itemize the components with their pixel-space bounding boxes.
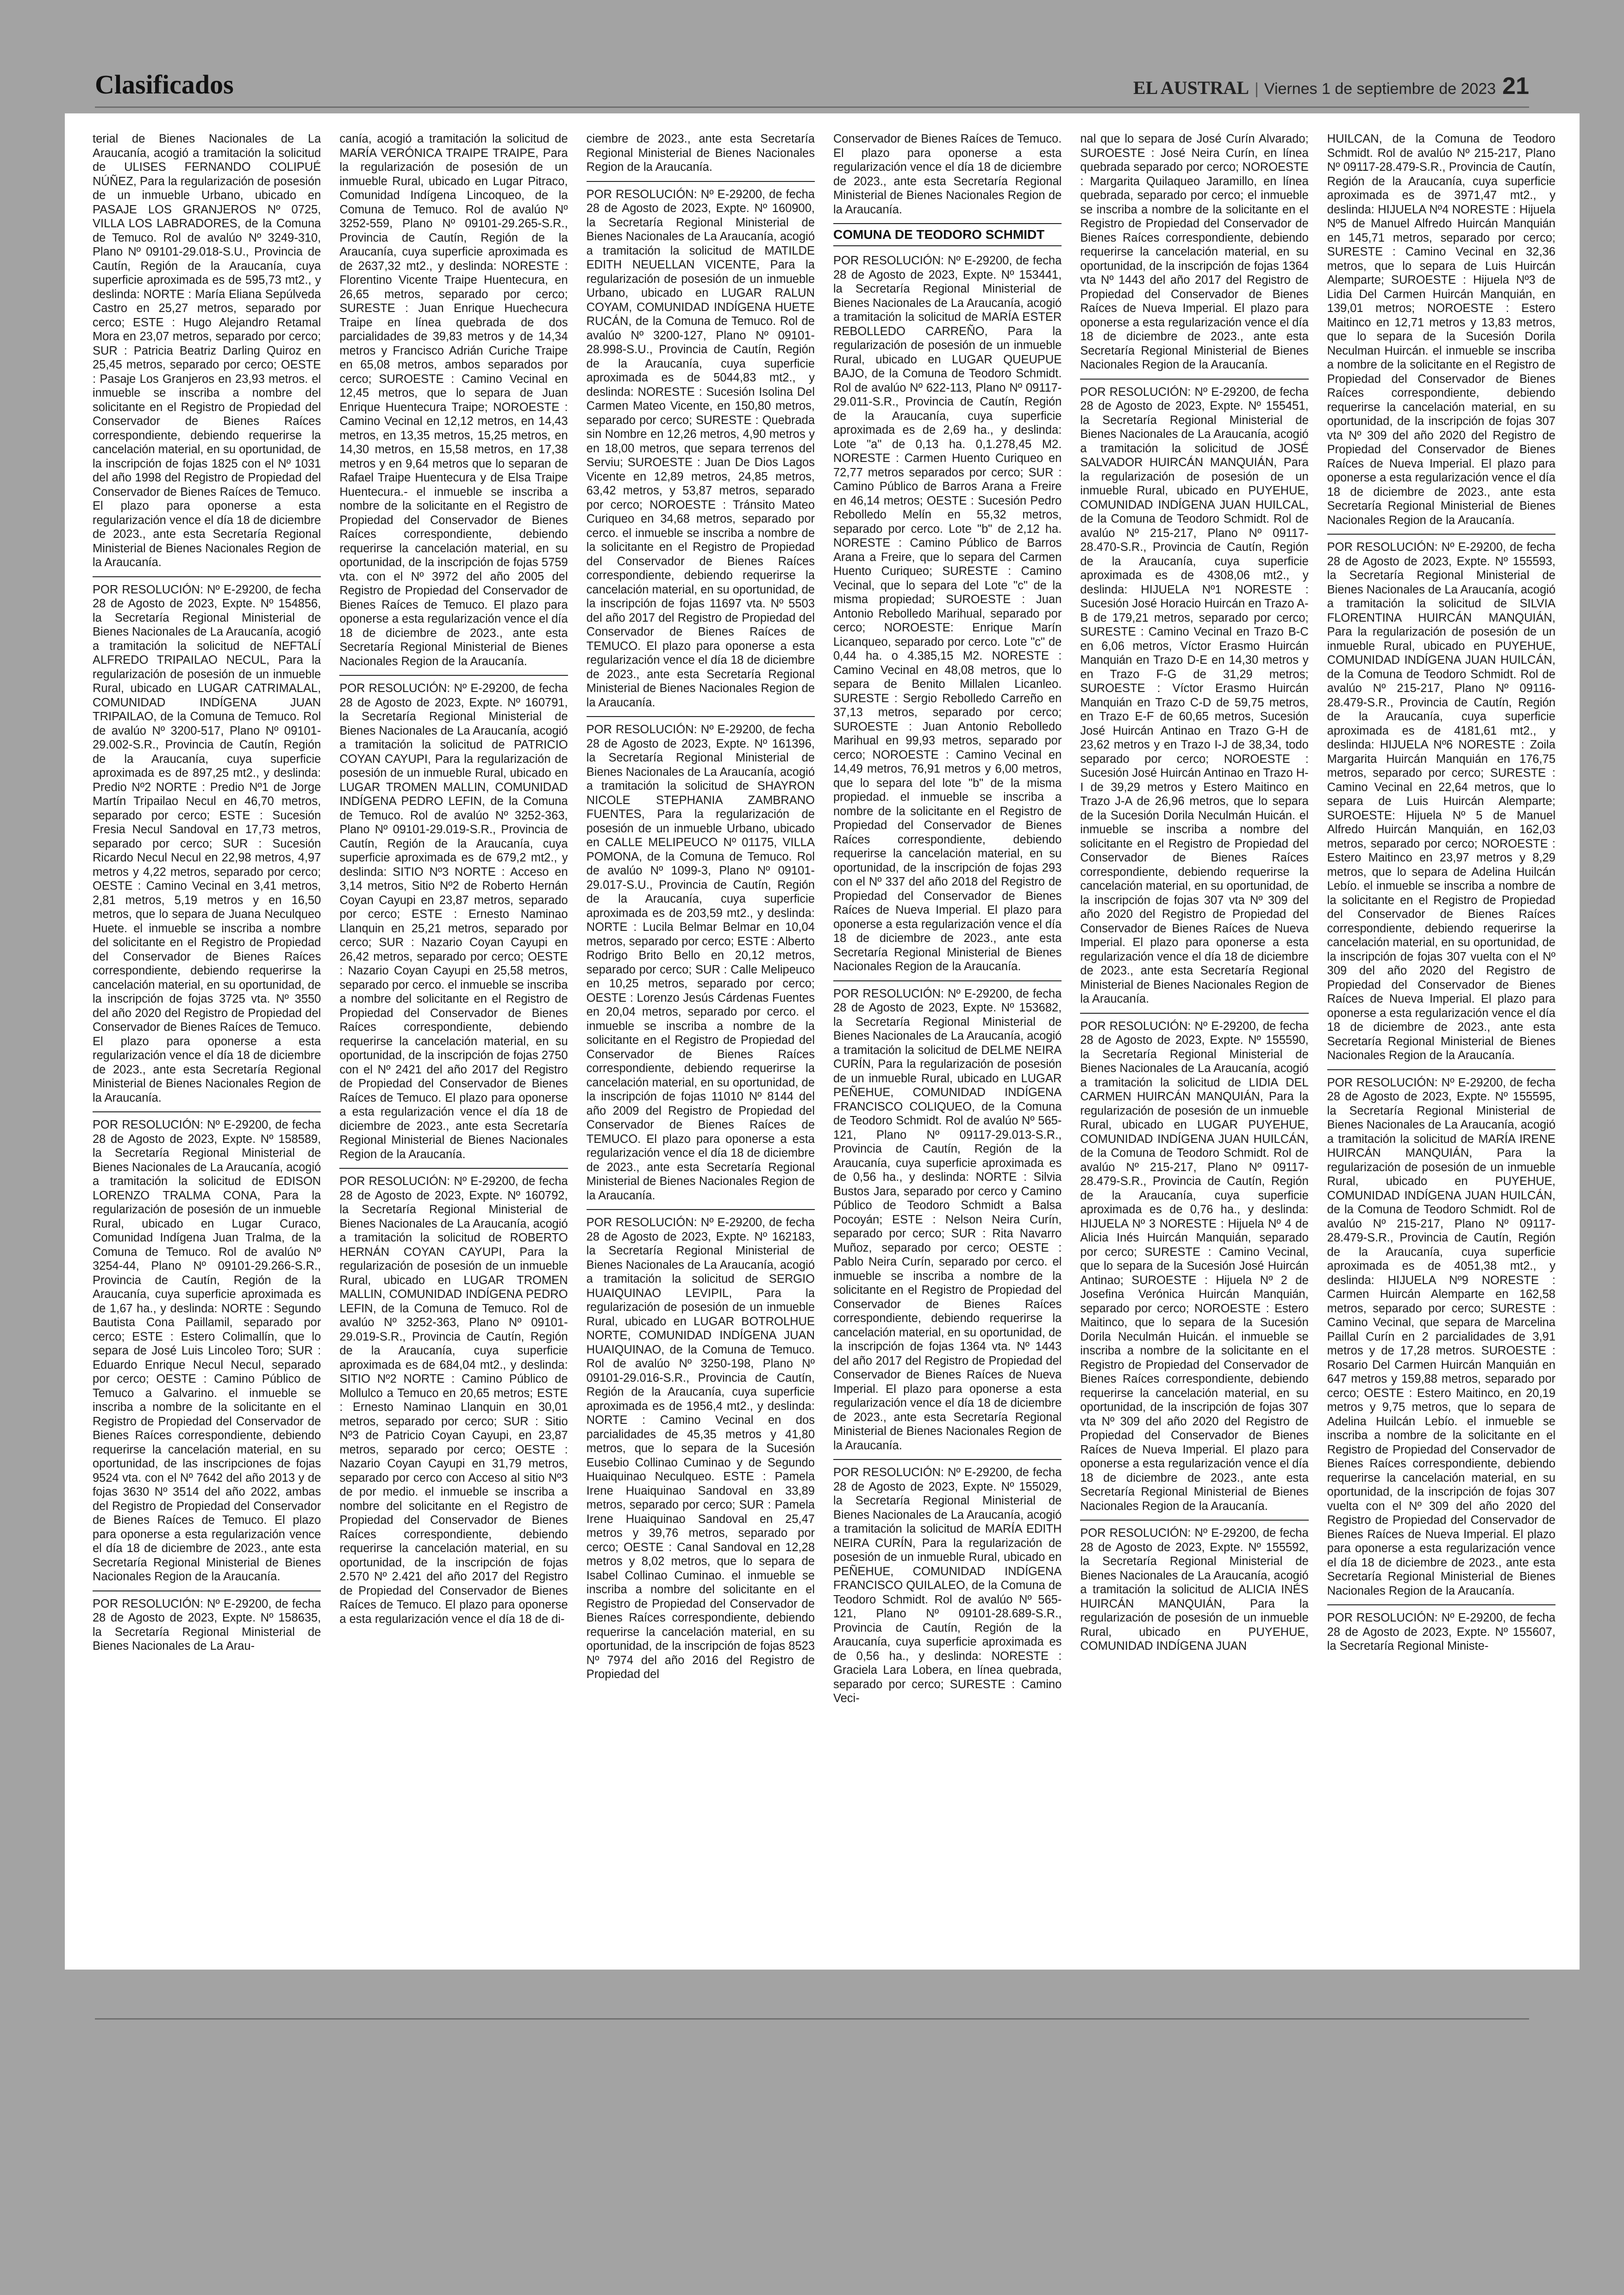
legal-notice: POR RESOLUCIÓN: Nº E-29200, de fecha 28 de Agosto de 2023, Expte. Nº 155595, la Secretaría Regional Ministerial de Bienes Nacionales de La Araucanía, acogió a tramitación la solicitud de MARÍA IRENE HUIRCÁN MANQUIÁN, Para la regularización de posesión de un inmueble Rural, ubicado en PUYEHUE, COMUNIDAD INDÍGENA JUAN HUILCÁN, de la Comuna de Teodoro Schmidt. Rol de avalúo Nº 215-217, Plano Nº 09117-28.479-S.R., Provincia de Cautín, Región de la Araucanía, cuya superficie aproximada es de 4051,38 mt2., y deslinda: HIJUELA Nº9 NORESTE : Carmen Huircán Alemparte en 162,58 metros, separado por cerco; SURESTE : Camino Vecinal, que separa de Marcelina Paillal Curín en 2 parcialidades de 3,91 metros y de 17,28 metros. SUROESTE : Rosario Del Carmen Huircán Manquián en 647 metros y 159,88 metros, separado por cerco; OESTE : Estero Maitinco, en 20,19 metros y 9,75 metros, que lo separa de Adelina Huilcán Lebío. el inmueble se inscriba a nombre de la solicitante en el Registro de Propiedad del Conservador de Bienes Raíces correspondiente, debiendo requerirse la cancelación material, en su oportunidad, de la inscripción de fojas 307 vuelta con el Nº 309 del año 2020 del Registro de Propiedad del Conservador de Bienes Raíces de Nueva Imperial. El plazo para oponerse a esta regularización vence el día 18 de diciembre de 2023., ante esta Secretaría Regional Ministerial de Bienes Nacionales Region de la Araucanía. bbox=[1327, 1069, 1555, 1598]
page-header bbox=[95, 60, 1529, 108]
legal-notice: POR RESOLUCIÓN: Nº E-29200, de fecha 28 de Agosto de 2023, Expte. Nº 155451, la Secretaría Regional Ministerial de Bienes Nacionales de La Araucanía, acogió a tramitación la solicitud de JOSÉ SALVADOR HUIRCÁN MANQUIÁN, Para la regularización de posesión de un inmueble Rural, ubicado en PUYEHUE, COMUNIDAD INDÍGENA JUAN HUILCAL, de la Comuna de Teodoro Schmidt. Rol de avalúo Nº 215-217, Plano Nº 09117-28.470-S.R., Provincia de Cautín, Región de la Araucanía, cuya superficie aproximada es de 4308,06 mt2., y deslinda: HIJUELA Nº1 NORESTE : Sucesión José Horacio Huircán en Trazo A-B de 179,21 metros, separado por cerco; SURESTE : Camino Vecinal en Trazo B-C en 6,06 metros, Víctor Erasmo Huircán Manquián en Trazo D-E en 14,30 metros y en Trazo F-G de 31,29 metros; SUROESTE : Víctor Erasmo Huircán Manquián en Trazo C-D de 59,75 metros, en Trazo E-F de 60,65 metros, Sucesión José Huircán Antinao en Trazo G-H de 23,62 metros y en Trazo I-J de 38,34, todo separado por cerco; NOROESTE : Sucesión José Huircán Antinao en Trazo H-I de 39,29 metros y Estero Maitinco en Trazo J-A de 26,96 metros, que lo separa de la Sucesión Dorila Neculmán Huicán. el inmueble se inscriba a nombre del solicitante en el Registro de Propiedad del Conservador de Bienes Raíces correspondiente, debiendo requerirse la cancelación material, en su oportunidad, de la inscripción de fojas 307 vta Nº 309 del año 2020 del Registro de Propiedad del Conservador de Bienes Raíces de Nueva Imperial. El plazo para oponerse a esta regularización vence el día 18 de diciembre de 2023., ante esta Secretaría Regional Ministerial de Bienes Nacionales Region de la Araucanía. bbox=[1080, 379, 1308, 1006]
legal-notice: POR RESOLUCIÓN: Nº E-29200, de fecha 28 de Agosto de 2023, Expte. Nº 153441, la Secretaría Regional Ministerial de Bienes Nacionales de La Araucanía, acogió a tramitación la solicitud de MARÍA ESTER REBOLLEDO CARREÑO, Para la regularización de posesión de un inmueble Rural, ubicado en LUGAR QUEUPUE BAJO, de la Comuna de Teodoro Schmidt. Rol de avalúo Nº 622-113, Plano Nº 09117-29.011-S.R., Provincia de Cautín, Región de la Araucanía, cuya superficie aproximada es de 2,69 ha., y deslinda: Lote "a" de 0,13 ha. 0,1.278,45 M2. NORESTE : Carmen Huento Curiqueo en 72,77 metros separados por cerco; SUR : Camino Público de Barros Arana a Freire en 46,14 metros; OESTE : Sucesión Pedro Rebolledo Melín en 55,32 metros, separado por cerco. Lote "b" de 2,12 ha. NORESTE : Camino Público de Barros Arana a Freire, que lo separa del Carmen Huento Curiqueo; SURESTE : Camino Vecinal, que lo separa del Lote "c" de la misma propiedad; SUROESTE : Juan Antonio Rebolledo Marihual, separado por cerco; NOROESTE: Enrique Marín Licanqueo, separado por cerco. Lote "c" de 0,44 ha. o 4.385,15 M2. NORESTE : Camino Vecinal en 48,08 metros, que lo separa de Benito Millalen Licanleo. SURESTE : Sergio Rebolledo Carreño en 37,13 metros, separado por cerco; SUROESTE : Juan Antonio Rebolledo Marihual en 99,93 metros, separado por cerco; NOROESTE : Camino Vecinal en 14,49 metros, 76,91 metros y 6,00 metros, que lo separa del lote "b" de la misma propiedad. el inmueble se inscriba a nombre de la solicitante en el Registro de Propiedad del Conservador de Bienes Raíces correspondiente, debiendo requerirse la cancelación material, en su oportunidad, de la inscripción de fojas 293 con el Nº 337 del año 2018 del Registro de Propiedad del Conservador de Bienes Raíces de Nueva Imperial. El plazo para oponerse a esta regularización vence el día 18 de diciembre de 2023., ante esta Secretaría Regional Ministerial de Bienes Nacionales Region de la Araucanía. bbox=[833, 254, 1062, 973]
section-title: Clasificados bbox=[95, 69, 234, 100]
column-5 bbox=[1080, 132, 1308, 1946]
legal-notice: Conservador de Bienes Raíces de Temuco. El plazo para oponerse a esta regularización vence el día 18 de diciembre de 2023., ante esta Secretaría Regional Ministerial de Bienes Nacionales Region de la Araucanía. bbox=[833, 132, 1062, 216]
column-4 bbox=[833, 132, 1062, 1946]
columns-container bbox=[93, 132, 1555, 1946]
legal-notice: POR RESOLUCIÓN: Nº E-29200, de fecha 28 de Agosto de 2023, Expte. Nº 161396, la Secretaría Regional Ministerial de Bienes Nacionales de La Araucanía, acogió a tramitación la solicitud de SHAYRON NICOLE STEPHANIA ZAMBRANO FUENTES, Para la regularización de posesión de un inmueble Urbano, ubicado en CALLE MELIPEUCO Nº 01175, VILLA POMONA, de la Comuna de Temuco. Rol de avalúo Nº 1099-3, Plano Nº 09101-29.017-S.U., Provincia de Cautín, Región de la Araucanía, cuya superficie aproximada es de 203,59 mt2., y deslinda: NORTE : Lucila Belmar Belmar en 10,04 metros, separado por cerco; ESTE : Alberto Rodrigo Brito Bello en 20,12 metros, separado por cerco; SUR : Calle Melipeuco en 10,25 metros, separado por cerco; OESTE : Lorenzo Jesús Cárdenas Fuentes en 20,04 metros, separado por cerco. el inmueble se inscriba a nombre de la solicitante en el Registro de Propiedad del Conservador de Bienes Raíces correspondiente, debiendo requerirse la cancelación material, en su oportunidad, de la inscripción de fojas 11010 Nº 8144 del año 2009 del Registro de Propiedad del Conservador de Bienes Raíces de TEMUCO. El plazo para oponerse a esta regularización vence el día 18 de diciembre de 2023., ante esta Secretaría Regional Ministerial de Bienes Nacionales Region de la Araucanía. bbox=[587, 716, 815, 1203]
legal-notice: POR RESOLUCIÓN: Nº E-29200, de fecha 28 de Agosto de 2023, Expte. Nº 155590, la Secretaría Regional Ministerial de Bienes Nacionales de La Araucanía, acogió a tramitación la solicitud de LIDIA DEL CARMEN HUIRCÁN MANQUIÁN, Para la regularización de posesión de un inmueble Rural, ubicado en LUGAR PUYEHUE, COMUNIDAD INDÍGENA JUAN HUILCÁN, de la Comuna de Teodoro Schmidt. Rol de avalúo Nº 215-217, Plano Nº 09117-28.479-S.R., Provincia de Cautín, Región de la Araucanía, cuya superficie aproximada es de 0,76 ha., y deslinda: HIJUELA Nº 3 NORESTE : Hijuela Nº 4 de Alicia Inés Huircán Manquián, separado por cerco; SURESTE : Camino Vecinal, que lo separa de la Sucesión José Huircán Antinao; SUROESTE : Hijuela Nº 2 de Josefina Verónica Huircán Manquián, separado por cerco; NOROESTE : Estero Maitinco, que lo separa de la Sucesión Dorila Neculmán Huicán. el inmueble se inscriba a nombre de la solicitante en el Registro de Propiedad del Conservador de Bienes Raíces correspondiente, debiendo requerirse la cancelación material, en su oportunidad, de la inscripción de fojas 307 vta Nº 309 del año 2020 del Registro de Propiedad del Conservador de Bienes Raíces de Nueva Imperial. El plazo para oponerse a esta regularización vence el día 18 de diciembre de 2023., ante esta Secretaría Regional Ministerial de Bienes Nacionales Region de la Araucanía. bbox=[1080, 1013, 1308, 1514]
legal-notice: POR RESOLUCIÓN: Nº E-29200, de fecha 28 de Agosto de 2023, Expte. Nº 160791, la Secretaría Regional Ministerial de Bienes Nacionales de La Araucanía, acogió a tramitación la solicitud de PATRICIO COYAN CAYUPI, Para la regularización de posesión de un inmueble Rural, ubicado en LUGAR TROMEN MALLIN, COMUNIDAD INDÍGENA PEDRO LEFIN, de la Comuna de Temuco. Rol de avalúo Nº 3252-363, Plano Nº 09101-29.019-S.R., Provincia de Cautín, Región de la Araucanía, cuya superficie aproximada es de 679,2 mt2., y deslinda: SITIO Nº3 NORTE : Acceso en 3,14 metros, Sitio Nº2 de Roberto Hernán Coyan Cayupi en 23,87 metros, separado por cerco; ESTE : Ernesto Naminao Llanquin en 25,21 metros, separado por cerco; SUR : Nazario Coyan Cayupi en 26,42 metros, separado por cerco; OESTE : Nazario Coyan Cayupi en 25,58 metros, separado por cerco. el inmueble se inscriba a nombre del solicitante en el Registro de Propiedad del Conservador de Bienes Raíces correspondiente, debiendo requerirse la cancelación material, en su oportunidad, de la inscripción de fojas 2750 con el Nº 2421 del año 2017 del Registro de Propiedad del Conservador de Bienes Raíces de Temuco. El plazo para oponerse a esta regularización vence el día 18 de diciembre de 2023., ante esta Secretaría Regional Ministerial de Bienes Nacionales Region de la Araucanía. bbox=[339, 675, 568, 1161]
legal-notice: POR RESOLUCIÓN: Nº E-29200, de fecha 28 de Agosto de 2023, Expte. Nº 155029, la Secretaría Regional Ministerial de Bienes Nacionales de La Araucanía, acogió a tramitación la solicitud de MARÍA EDITH NEIRA CURÍN, Para la regularización de posesión de un inmueble Rural, ubicado en PEÑEHUE, COMUNIDAD INDÍGENA FRANCISCO QUILALEO, de la Comuna de Teodoro Schmidt. Rol de avalúo Nº 565-121, Plano Nº 09101-28.689-S.R., Provincia de Cautín, Región de la Araucanía, cuya superficie aproximada es de 0,56 ha., y deslinda: NORESTE : Graciela Lara Lobera, en línea quebrada, separado por cerco; SURESTE : Camino Veci- bbox=[833, 1459, 1062, 1706]
legal-notice: POR RESOLUCIÓN: Nº E-29200, de fecha 28 de Agosto de 2023, Expte. Nº 155592, la Secretaría Regional Ministerial de Bienes Nacionales de La Araucanía, acogió a tramitación la solicitud de ALICIA INÉS HUIRCÁN MANQUIÁN, Para la regularización de posesión de un inmueble Rural, ubicado en PUYEHUE, COMUNIDAD INDÍGENA JUAN bbox=[1080, 1520, 1308, 1653]
column-3 bbox=[587, 132, 815, 1946]
legal-notice: POR RESOLUCIÓN: Nº E-29200, de fecha 28 de Agosto de 2023, Expte. Nº 155593, la Secretaría Regional Ministerial de Bienes Nacionales de La Araucanía, acogió a tramitación la solicitud de SILVIA FLORENTINA HUIRCÁN MANQUIÁN, Para la regularización de posesión de un inmueble Rural, ubicado en PUYEHUE, COMUNIDAD INDÍGENA JUAN HUILCÁN, de la Comuna de Teodoro Schmidt. Rol de avalúo Nº 215-217, Plano Nº 09116-28.479-S.R., Provincia de Cautín, Región de la Araucanía, cuya superficie aproximada es de 4181,61 mt2., y deslinda: HIJUELA Nº6 NORESTE : Zoila Margarita Huircán Manquián en 176,75 metros, separado por cerco; SURESTE : Camino Vecinal en 22,64 metros, que lo separa de Luis Huircán Alemparte; SUROESTE: Hijuela Nº 5 de Manuel Alfredo Huircán Manquián, en 162,03 metros, separado por cerco; NOROESTE : Estero Maitinco en 23,97 metros y 8,29 metros, que lo separa de Adelina Huilcán Lebío. el inmueble se inscriba a nombre de la solicitante en el Registro de Propiedad del Conservador de Bienes Raíces correspondiente, debiendo requerirse la cancelación material, en su oportunidad, de la inscripción de fojas 307 vuelta con el Nº 309 del año 2020 del Registro de Propiedad del Conservador de Bienes Raíces de Nueva Imperial. El plazo para oponerse a esta regularización vence el día 18 de diciembre de 2023., ante esta Secretaría Regional Ministerial de Bienes Nacionales Region de la Araucanía. bbox=[1327, 534, 1555, 1063]
legal-notice: HUILCAN, de la Comuna de Teodoro Schmidt. Rol de avalúo Nº 215-217, Plano Nº 09117-28.479-S.R., Provincia de Cautín, Región de la Araucanía, cuya superficie aproximada es de 3971,47 mt2., y deslinda: HIJUELA Nº4 NORESTE : Hijuela Nº5 de Manuel Alfredo Huircán Manquián en 145,71 metros, separado por cerco; SURESTE : Camino Vecinal en 32,36 metros, que lo separa de Luis Huircán Alemparte; SUROESTE : Hijuela Nº3 de Lidia Del Carmen Huircán Manquián, en 139,01 metros; NOROESTE : Estero Maitinco en 12,71 metros y 13,83 metros, que lo separa de la Sucesión Dorila Neculman Huircán. el inmueble se inscriba a nombre de la solicitante en el Registro de Propiedad del Conservador de Bienes Raíces correspondiente, debiendo requerirse la cancelación material, en su oportunidad, de la inscripción de fojas 307 vta Nº 309 del año 2020 del Registro de Propiedad del Conservador de Bienes Raíces de Nueva Imperial. El plazo para oponerse a esta regularización vence el día 18 de diciembre de 2023., ante esta Secretaría Regional Ministerial de Bienes Nacionales Region de la Araucanía. bbox=[1327, 132, 1555, 527]
column-1 bbox=[93, 132, 321, 1946]
legal-notice: POR RESOLUCIÓN: Nº E-29200, de fecha 28 de Agosto de 2023, Expte. Nº 160792, la Secretaría Regional Ministerial de Bienes Nacionales de La Araucanía, acogió a tramitación la solicitud de ROBERTO HERNÁN COYAN CAYUPI, Para la regularización de posesión de un inmueble Rural, ubicado en LUGAR TROMEN MALLIN, COMUNIDAD INDÍGENA PEDRO LEFIN, de la Comuna de Temuco. Rol de avalúo Nº 3252-363, Plano Nº 09101-29.019-S.R., Provincia de Cautín, Región de la Araucanía, cuya superficie aproximada es de 684,04 mt2., y deslinda: SITIO Nº2 NORTE : Camino Público de Mollulco a Temuco en 20,65 metros; ESTE : Ernesto Naminao Llanquin en 30,01 metros, separado por cerco; SUR : Sitio Nº3 de Patricio Coyan Cayupi, en 23,87 metros, separado por cerco; OESTE : Nazario Coyan Cayupi en 31,79 metros, separado por cerco con Acceso al sitio Nº3 de por medio. el inmueble se inscriba a nombre del solicitante en el Registro de Propiedad del Conservador de Bienes Raíces correspondiente, debiendo requerirse la cancelación material, en su oportunidad, de la inscripción de fojas 2.570 Nº 2.421 del año 2017 del Registro de Propiedad del Conservador de Bienes Raíces de Temuco. El plazo para oponerse a esta regularización vence el día 18 de di- bbox=[339, 1168, 568, 1626]
classifieds-page bbox=[65, 113, 1580, 1970]
legal-notice: POR RESOLUCIÓN: Nº E-29200, de fecha 28 de Agosto de 2023, Expte. Nº 158589, la Secretaría Regional Ministerial de Bienes Nacionales de La Araucanía, acogió a tramitación la solicitud de EDISON LORENZO TRALMA CONA, Para la regularización de posesión de un inmueble Rural, ubicado en Lugar Curaco, Comunidad Indígena Juan Tralma, de la Comuna de Temuco. Rol de avalúo Nº 3254-44, Plano Nº 09101-29.266-S.R., Provincia de Cautín, Región de la Araucanía, cuya superficie aproximada es de 1,67 ha., y deslinda: NORTE : Segundo Bautista Cona Paillamil, separado por cerco; ESTE : Estero Colimallín, que lo separa de José Luis Lincoleo Toro; SUR : Eduardo Enrique Necul Necul, separado por cerco; OESTE : Camino Público de Temuco a Galvarino. el inmueble se inscriba a nombre de la solicitante en el Registro de Propiedad del Conservador de Bienes Raíces correspondiente, debiendo requerirse la cancelación material, en su oportunidad, de las inscripciones de fojas 9524 vta. con el Nº 7642 del año 2013 y de fojas 3630 Nº 3514 del año 2022, ambas del Registro de Propiedad del Conservador de Bienes Raíces de Temuco. El plazo para oponerse a esta regularización vence el día 18 de diciembre de 2023., ante esta Secretaría Regional Ministerial de Bienes Nacionales Region de la Araucanía. bbox=[93, 1111, 321, 1584]
legal-notice: nal que lo separa de José Curín Alvarado; SUROESTE : José Neira Curín, en línea quebrada separado por cerco; NOROESTE : Margarita Quilaqueo Jaramillo, en línea quebrada, separado por cerco; el inmueble se inscriba a nombre de la solicitante en el Registro de Propiedad del Conservador de Bienes Raíces correspondiente, debiendo requerirse la cancelación material, en su oportunidad, de la inscripción de fojas 1364 vta Nº 1443 del año 2017 del Registro de Propiedad del Conservador de Bienes Raíces de Nueva Imperial. El plazo para oponerse a esta regularización vence el día 18 de diciembre de 2023., ante esta Secretaría Regional Ministerial de Bienes Nacionales Region de la Araucanía. bbox=[1080, 132, 1309, 371]
page-number: 21 bbox=[1502, 73, 1529, 100]
footer-rule bbox=[95, 2018, 1529, 2020]
legal-notice: POR RESOLUCIÓN: Nº E-29200, de fecha 28 de Agosto de 2023, Expte. Nº 160900, la Secretaría Regional Ministerial de Bienes Nacionales de La Araucanía, acogió a tramitación la solicitud de MATILDE EDITH NEUELLAN VICENTE, Para la regularización de posesión de un inmueble Urbano, ubicado en LUGAR RALUN COYAM, COMUNIDAD INDÍGENA HUETE RUCÁN, de la Comuna de Temuco. Rol de avalúo Nº 3200-127, Plano Nº 09101-28.998-S.U., Provincia de Cautín, Región de la Araucanía, cuya superficie aproximada es de 5044,83 mt2., y deslinda: NORESTE : Sucesión Isolina Del Carmen Mateo Vicente, en 150,80 metros, separado por cerco; SURESTE : Quebrada sin Nombre en 12,26 metros, 4,90 metros y en 18,00 metros, que separa terrenos del Serviu; SUROESTE : Juan De Dios Lagos Vicente en 12,89 metros, 24,85 metros, 63,42 metros, y 53,87 metros, separado por cerco; NOROESTE : Tránsito Mateo Curiqueo en 34,68 metros, separado por cerco. el inmueble se inscriba a nombre de la solicitante en el Registro de Propiedad del Conservador de Bienes Raíces correspondiente, debiendo requerirse la cancelación material, en su oportunidad, de la inscripción de fojas 11697 vta. Nº 5503 del año 2017 del Registro de Propiedad del Conservador de Bienes Raíces de TEMUCO. El plazo para oponerse a esta regularización vence el día 18 de diciembre de 2023., ante esta Secretaría Regional Ministerial de Bienes Nacionales Region de la Araucanía. bbox=[587, 181, 815, 710]
legal-notice: POR RESOLUCIÓN: Nº E-29200, de fecha 28 de Agosto de 2023, Expte. Nº 154856, la Secretaría Regional Ministerial de Bienes Nacionales de La Araucanía, acogió a tramitación la solicitud de NEFTALÍ ALFREDO TRIPAILAO NECUL, Para la regularización de posesión de un inmueble Rural, ubicado en LUGAR CATRIMALAL, COMUNIDAD INDÍGENA JUAN TRIPAILAO, de la Comuna de Temuco. Rol de avalúo Nº 3200-517, Plano Nº 09101-29.002-S.R., Provincia de Cautín, Región de la Araucanía, cuya superficie aproximada es de 897,25 mt2., y deslinda: Predio Nº2 NORTE : Predio Nº1 de Jorge Martín Tripailao Necul en 46,70 metros, separado por cerco; ESTE : Sucesión Fresia Necul Sandoval en 17,73 metros, separado por cerco; SUR : Sucesión Ricardo Necul Necul en 22,98 metros, 4,97 metros y 4,22 metros, separado por cerco; OESTE : Camino Vecinal en 3,41 metros, 2,81 metros, 5,19 metros y en 16,50 metros, que lo separa de Juana Neculqueo Huete. el inmueble se inscriba a nombre del solicitante en el Registro de Propiedad del Conservador de Bienes Raíces correspondiente, debiendo requerirse la cancelación material, en su oportunidad, de la inscripción de fojas 3725 vta. Nº 3550 del año 2020 del Registro de Propiedad del Conservador de Bienes Raíces de Temuco. El plazo para oponerse a esta regularización vence el día 18 de diciembre de 2023., ante esta Secretaría Regional Ministerial de Bienes Nacionales Region de la Araucanía. bbox=[93, 576, 321, 1105]
publication-info bbox=[1133, 72, 1529, 100]
header-separator: | bbox=[1255, 80, 1259, 98]
column-2 bbox=[339, 132, 568, 1946]
legal-notice: ciembre de 2023., ante esta Secretaría Regional Ministerial de Bienes Nacionales Region de la Araucanía. bbox=[586, 132, 815, 174]
legal-notice: POR RESOLUCIÓN: Nº E-29200, de fecha 28 de Agosto de 2023, Expte. Nº 158635, la Secretaría Regional Ministerial de Bienes Nacionales de La Arau- bbox=[93, 1590, 321, 1653]
publication-date: Viernes 1 de septiembre de 2023 bbox=[1264, 80, 1496, 98]
legal-notice: POR RESOLUCIÓN: Nº E-29200, de fecha 28 de Agosto de 2023, Expte. Nº 155607, la Secretaría Regional Ministe- bbox=[1327, 1604, 1555, 1653]
newspaper-name: EL AUSTRAL bbox=[1133, 77, 1249, 98]
column-6 bbox=[1327, 132, 1555, 1946]
legal-notice: POR RESOLUCIÓN: Nº E-29200, de fecha 28 de Agosto de 2023, Expte. Nº 162183, la Secretaría Regional Ministerial de Bienes Nacionales de La Araucanía, acogió a tramitación la solicitud de SERGIO HUAIQUINAO LEVIPIL, Para la regularización de posesión de un inmueble Rural, ubicado en LUGAR BOTROLHUE NORTE, COMUNIDAD INDÍGENA JUAN HUAIQUINAO, de la Comuna de Temuco. Rol de avalúo Nº 3250-198, Plano Nº 09101-29.016-S.R., Provincia de Cautín, Región de la Araucanía, cuya superficie aproximada es de 1956,4 mt2., y deslinda: NORTE : Camino Vecinal en dos parcialidades de 45,35 metros y 41,80 metros, que lo separa de la Sucesión Eusebio Collinao Cuminao y de Segundo Huaiquinao Neculqueo. ESTE : Pamela Irene Huaiquinao Sandoval en 33,89 metros, separado por cerco; SUR : Pamela Irene Huaiquinao Sandoval en 25,47 metros y 39,76 metros, separado por cerco; OESTE : Canal Sandoval en 12,28 metros y 8,02 metros, que lo separa de Isabel Collinao Cuminao. el inmueble se inscriba a nombre del solicitante en el Registro de Propiedad del Conservador de Bienes Raíces correspondiente, debiendo requerirse la cancelación material, en su oportunidad, de la inscripción de fojas 8523 Nº 7974 del año 2016 del Registro de Propiedad del bbox=[587, 1209, 815, 1682]
legal-notice: POR RESOLUCIÓN: Nº E-29200, de fecha 28 de Agosto de 2023, Expte. Nº 153682, la Secretaría Regional Ministerial de Bienes Nacionales de La Araucanía, acogió a tramitación la solicitud de DELME NEIRA CURÍN, Para la regularización de posesión de un inmueble Rural, ubicado en LUGAR PEÑEHUE, COMUNIDAD INDÍGENA FRANCISCO COLIQUEO, de la Comuna de Teodoro Schmidt. Rol de avalúo Nº 565-121, Plano Nº 09117-29.013-S.R., Provincia de Cautín, Región de la Araucanía, cuya superficie aproximada es de 0,56 ha., y deslinda: NORTE : Silvia Bustos Jara, separado por cerco y Camino Público de Teodoro Schmidt a Balsa Pocoyán; ESTE : Nelson Neira Curín, separado por cerco; SUR : Rita Navarro Muñoz, separado por cerco; OESTE : Pablo Neira Curín, separado por cerco. el inmueble se inscriba a nombre de la solicitante en el Registro de Propiedad del Conservador de Bienes Raíces correspondiente, debiendo requerirse la cancelación material, en su oportunidad, de la inscripción de fojas 1364 vta. Nº 1443 del año 2017 del Registro de Propiedad del Conservador de Bienes Raíces de Nueva Imperial. El plazo para oponerse a esta regularización vence el día 18 de diciembre de 2023., ante esta Secretaría Regional Ministerial de Bienes Nacionales Region de la Araucanía. bbox=[833, 980, 1062, 1453]
legal-notice: canía, acogió a tramitación la solicitud de MARÍA VERÓNICA TRAIPE TRAIPE, Para la regularización de posesión de un inmueble Rural, ubicado en Lugar Pitraco, Comunidad Indígena Lincoqueo, de la Comuna de Temuco. Rol de avalúo Nº 3252-559, Plano Nº 09101-29.265-S.R., Provincia de Cautín, Región de la Araucanía, cuya superficie aproximada es de 2637,32 mt2., y deslinda: NORESTE : Florentino Vicente Traipe Huentecura, en 26,65 metros, separado por cerco; SURESTE : Juan Enrique Huechecura Traipe en línea quebrada de dos parcialidades de 39,83 metros y de 14,34 metros y Francisco Adrián Curiche Traipe en 65,08 metros, ambos separados por cerco; SUROESTE : Camino Vecinal en 12,45 metros, que lo separa de Juan Enrique Huentecura Traipe; NOROESTE : Camino Vecinal en 12,12 metros, en 14,43 metros, en 13,35 metros, 15,25 metros, en 14,30 metros, en 15,58 metros, en 17,38 metros y en 9,64 metros que lo separan de Rafael Traipe Huentecura y de Elsa Traipe Huentecura.- el inmueble se inscriba a nombre de la solicitante en el Registro de Propiedad del Conservador de Bienes Raíces correspondiente, debiendo requerirse la cancelación material, en su oportunidad, de la inscripción de fojas 5759 vta. con el Nº 3972 del año 2005 del Registro de Propiedad del Conservador de Bienes Raíces de Temuco. El plazo para oponerse a esta regularización vence el día 18 de diciembre de 2023., ante esta Secretaría Regional Ministerial de Bienes Nacionales Region de la Araucanía. bbox=[339, 132, 568, 668]
comuna-heading: COMUNA DE TEODORO SCHMIDT bbox=[833, 223, 1062, 246]
legal-notice: terial de Bienes Nacionales de La Araucanía, acogió a tramitación la solicitud de ULISES FERNANDO COLIPUÉ NÚÑEZ, Para la regularización de posesión de un inmueble Urbano, ubicado en PASAJE LOS GRANJEROS Nº 0725, VILLA LOS LABRADORES, de la Comuna de Temuco. Rol de avalúo Nº 3249-310, Plano Nº 09101-29.018-S.U., Provincia de Cautín, Región de la Araucanía, cuya superficie aproximada es de 595,73 mt2., y deslinda: NORTE : María Eliana Sepúlveda Castro en 25,27 metros, separado por cerco; ESTE : Hugo Alejandro Retamal Mora en 23,07 metros, separado por cerco; SUR : Patricia Beatriz Darling Quiroz en 25,45 metros, separado por cerco; OESTE : Pasaje Los Granjeros en 23,93 metros. el inmueble se inscriba a nombre del solicitante en el Registro de Propiedad del Conservador de Bienes Raíces correspondiente, debiendo requerirse la cancelación material, en su oportunidad, de la inscripción de fojas 1825 con el Nº 1031 del año 1998 del Registro de Propiedad del Conservador de Bienes Raíces de Temuco. El plazo para oponerse a esta regularización vence el día 18 de diciembre de 2023., ante esta Secretaría Regional Ministerial de Bienes Nacionales Region de la Araucanía. bbox=[93, 132, 321, 569]
